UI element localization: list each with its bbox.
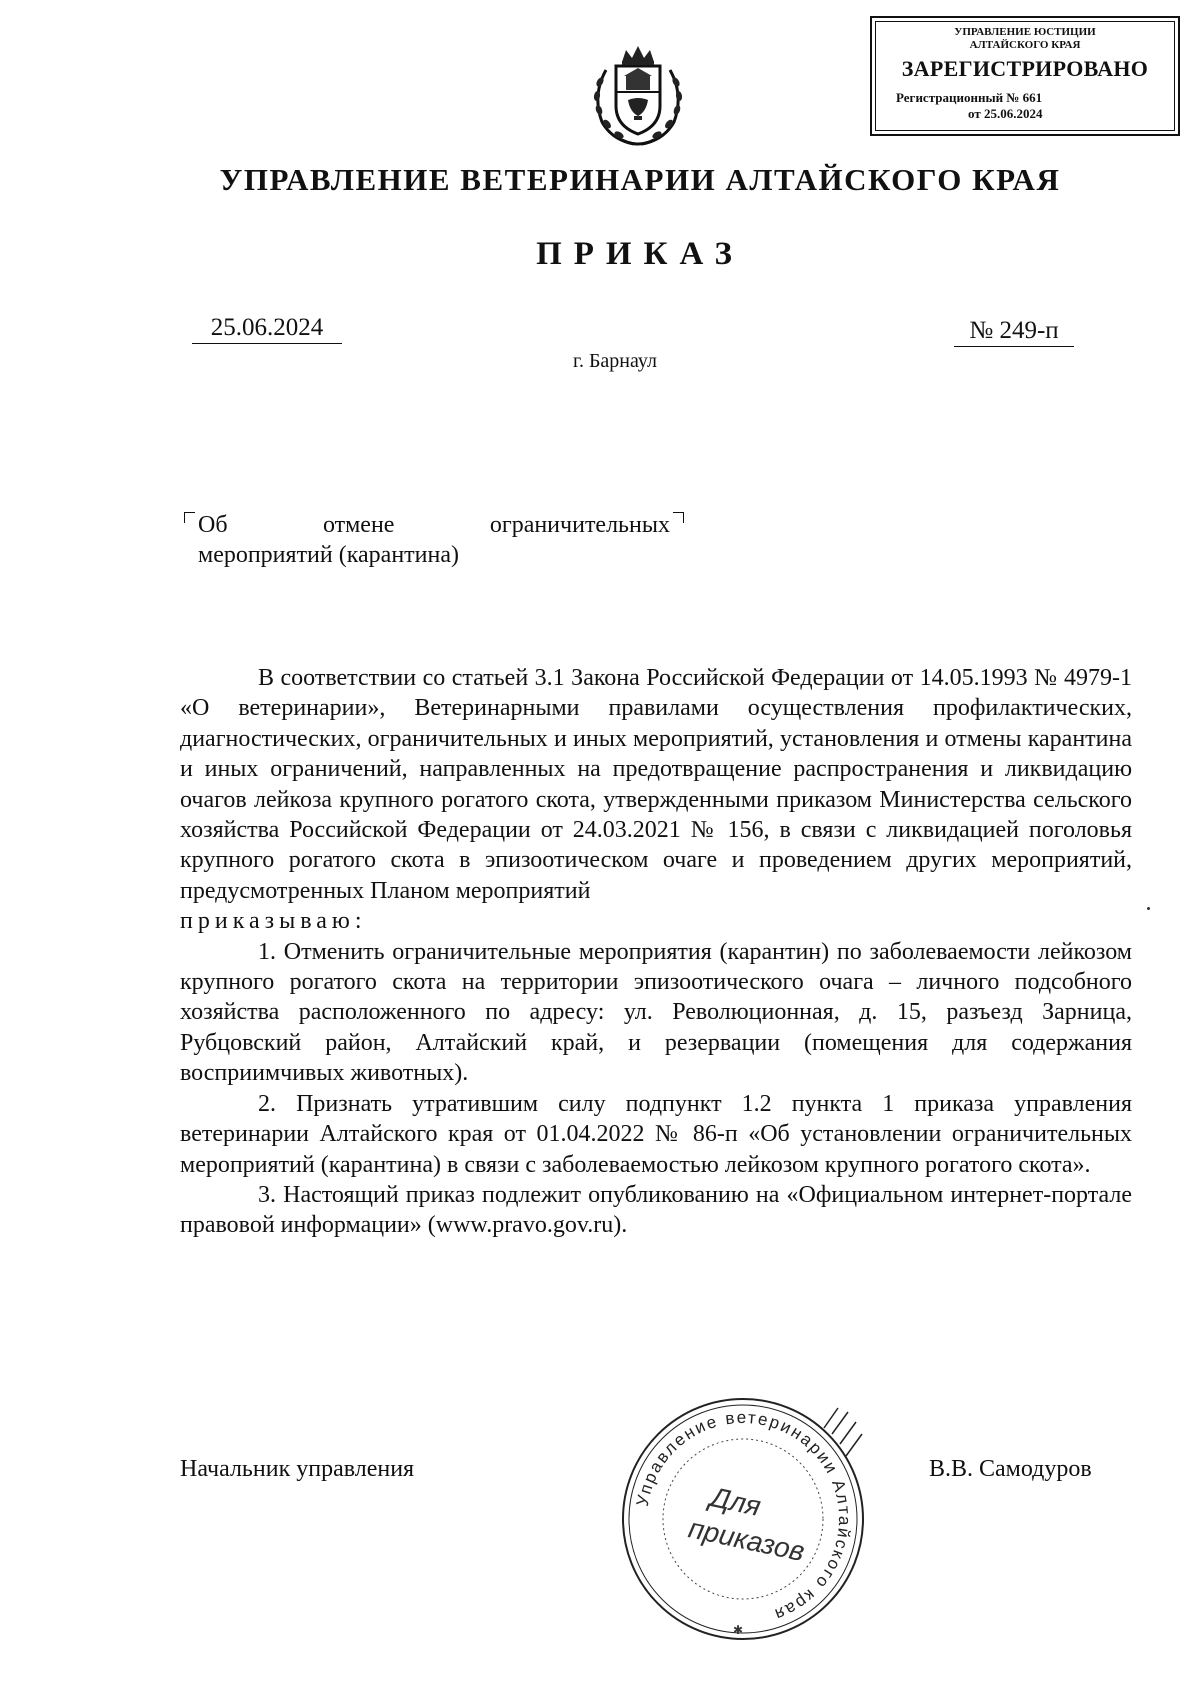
order-date: 25.06.2024	[192, 313, 342, 344]
subject-word: ограничительных	[489, 512, 670, 538]
order-number: № 249-п	[954, 316, 1074, 347]
order-item-3: 3. Настоящий приказ подлежит опубликованию на «Официальном интернет-портале правовой информации» (www.pravo.gov.ru).	[180, 1181, 1132, 1239]
coat-of-arms-icon	[588, 40, 688, 148]
subject-bracket-left	[184, 512, 195, 523]
order-item-2: 2. Признать утратившим силу подпункт 1.2 пункта 1 приказа управления ветеринарии Алтайского края от 01.04.2022 № 86-п «Об установлении ограничительных мероприятий (карантина) в связи с заболеваемостью лейкозом крупного рогатого скота».	[180, 1090, 1132, 1178]
subject-word: отмене	[322, 512, 395, 538]
stamp-reg-number: Регистрационный № 661	[896, 90, 1043, 105]
agency-name: УПРАВЛЕНИЕ ВЕТЕРИНАРИИ АЛТАЙСКОГО КРАЯ	[219, 162, 1061, 197]
stamp-authority-line2: АЛТАЙСКОГО КРАЯ	[969, 39, 1081, 51]
round-seal-stamp	[612, 1388, 874, 1650]
subject-line-1	[184, 510, 684, 540]
seal-star-icon: ✱	[733, 1623, 744, 1637]
stamp-reg-date: от 25.06.2024	[968, 106, 1043, 121]
seal-center-line2: приказов	[685, 1512, 808, 1568]
preamble-paragraph: В соответствии со статьей 3.1 Закона Российской Федерации от 14.05.1993 № 4979-1 «О ветеринарии», Ветеринарными правилами осуществления профилактических, диагностических, ограничительных и иных мероприятий, установления и отмены карантина и иных ограничений, направленных на предотвращение распространения и ликвидацию очагов лейкоза крупного рогатого скота, утвержденными приказом Министерства сельского хозяйства Российской Федерации от 24.03.2021 № 156, в связи с ликвидацией поголовья крупного рогатого скота в эпизоотическом очаге и проведением других мероприятий, предусмотренных Планом мероприятий	[180, 665, 1132, 904]
stamp-status-title: ЗАРЕГИСТРИРОВАНО	[901, 56, 1149, 81]
issue-city: г. Барнаул	[573, 350, 657, 372]
stamp-authority-line1: УПРАВЛЕНИЕ ЮСТИЦИИ	[954, 26, 1096, 38]
signatory-title: Начальник управления	[180, 1456, 415, 1482]
order-subject	[184, 510, 684, 570]
subject-bracket-right	[673, 512, 684, 523]
seal-center-line1: Для	[707, 1481, 764, 1523]
document-type-heading: ПРИКАЗ	[536, 236, 744, 272]
subject-line-2: мероприятий (карантина)	[198, 542, 459, 568]
order-body	[180, 663, 1132, 1241]
order-item-1: 1. Отменить ограничительные мероприятия (карантин) по заболеваемости лейкозом крупного рогатого скота на территории эпизоотического очага – личного подсобного хозяйства расположенного по адресу: ул. Революционная, д. 15, разъезд Зарница, Рубцовский район, Алтайский край, и резервации (помещения для содержания восприимчивых животных).	[180, 938, 1132, 1087]
order-keyword: приказываю:	[180, 908, 367, 935]
seal-ink-marks	[824, 1408, 862, 1456]
subject-word: Об	[198, 512, 228, 538]
signatory-name: В.В. Самодуров	[929, 1456, 1092, 1482]
seal-ring-text: Управление ветеринарии Алтайского края	[632, 1407, 855, 1625]
scan-speck	[1147, 907, 1150, 910]
registration-stamp	[870, 16, 1180, 136]
